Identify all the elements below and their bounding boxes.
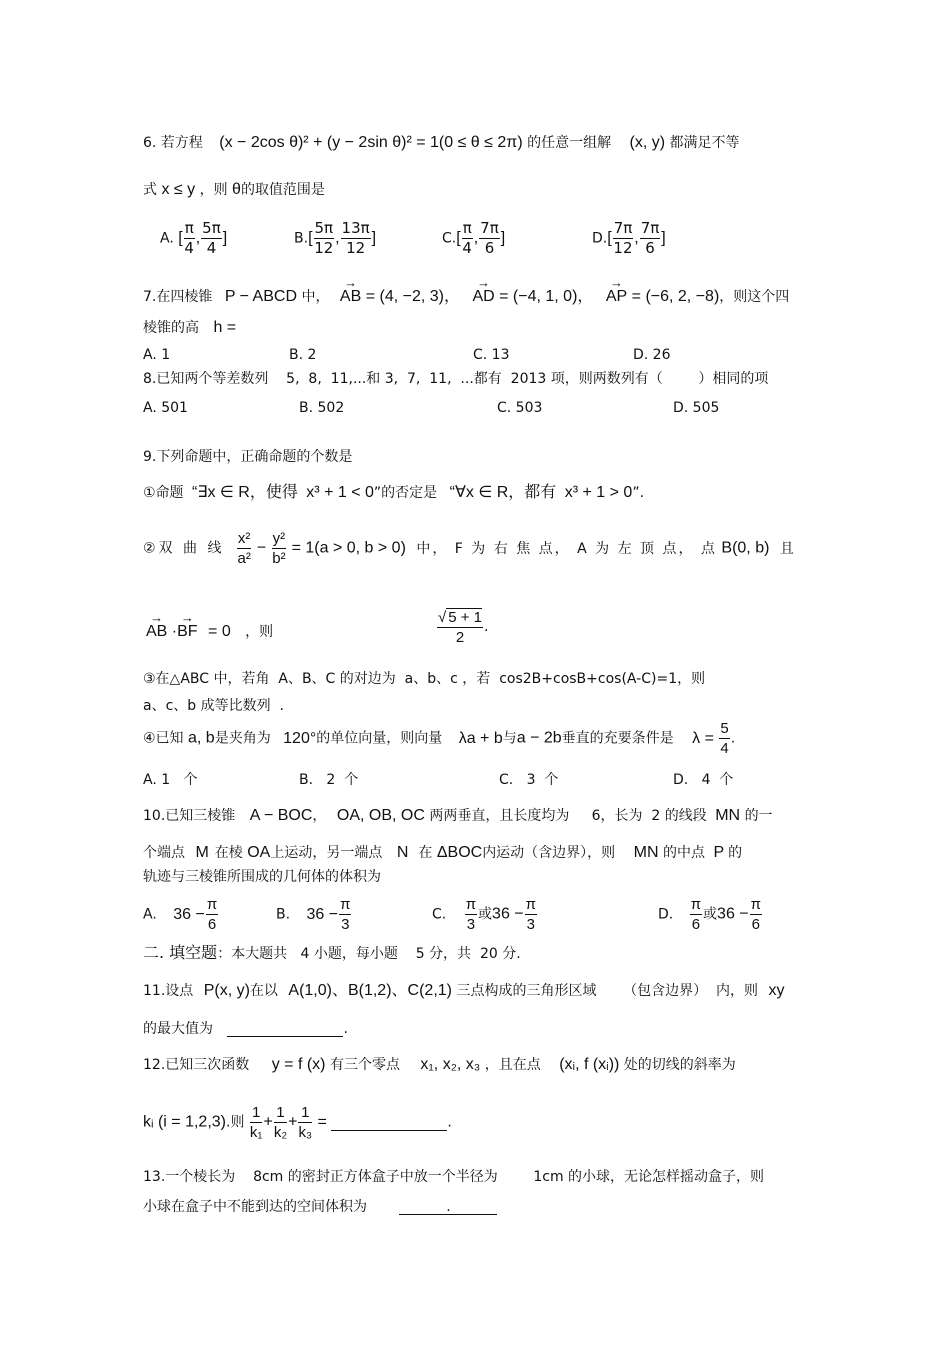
q7-option-b: B. 2	[289, 347, 317, 363]
s2-a: ②双 曲 线	[143, 540, 225, 557]
q12-l2a: kᵢ (i = 1,2,3)	[143, 1113, 226, 1131]
q13-period: .	[446, 1199, 451, 1215]
q10-option-c	[432, 896, 538, 933]
q11-line1	[143, 983, 785, 999]
q7-h: h =	[213, 319, 237, 336]
q6-theta: θ	[232, 181, 241, 198]
q6-option-b: B.[ $\frac{5\pi}{12}$ , $\frac{13\pi}{12}$ ]	[294, 219, 377, 257]
q11-l1e: 三点构成的三角形区域 （包含边界） 内，则	[456, 983, 759, 999]
q10-l2c: 在棱	[214, 845, 243, 861]
q12-l1d: x₁, x₂, x₃	[420, 1056, 481, 1073]
q10-l1a: 10.已知三棱锥	[143, 808, 236, 824]
q9-statement-3b: a、c、b 成等比数列 .	[143, 698, 284, 714]
q6-pair: (x, y)	[629, 134, 666, 151]
option-label: A.	[160, 230, 174, 247]
option-label: B.	[276, 906, 291, 923]
q12-l2b: .则	[226, 1114, 245, 1131]
fraction: $\frac{\pi}{6}$	[206, 896, 218, 933]
q9-statement-1	[143, 485, 644, 501]
q9-stem: 9.下列命题中，正确命题的个数是	[143, 449, 353, 465]
q10-l2a: 个端点	[143, 845, 185, 861]
q10-value: 36 −	[492, 905, 524, 923]
q12-equals: =	[317, 1113, 327, 1131]
q10-l1c: ，	[312, 808, 327, 824]
q10-or: 或	[478, 906, 493, 923]
fraction: $\frac{7\pi}{12}$	[613, 219, 633, 257]
q6-option-a: A. [ $\frac{\pi}{4}$ , $\frac{5\pi}{4}$ ]	[160, 219, 228, 257]
q6-stem-6: 的取值范围是	[240, 182, 325, 198]
q13-line2	[143, 1200, 497, 1215]
q10-l2g: 在	[418, 845, 433, 861]
option-label: D.	[592, 230, 608, 247]
q6-stem-3: 都满足不等	[669, 135, 740, 151]
s2-d: B(0, b)	[721, 539, 770, 557]
section-desc: ：本大题共 4 小题，每小题 5 分，共 20 分.	[217, 946, 521, 962]
section-2-heading	[143, 945, 521, 961]
s4-b: 是夹角为	[214, 730, 271, 747]
q9-option-b: B. 2 个	[299, 772, 359, 788]
q9-option-c: C. 3 个	[499, 772, 559, 788]
q6-stem: 6. 若方程	[143, 135, 203, 151]
fraction: $\frac{\pi}{4}$	[184, 219, 194, 257]
fraction: $\frac{\text{y²}}{\text{b²}}$	[272, 530, 286, 567]
q8-stem: 8.已知两个等差数列 5, 8, 11,...和 3, 7, 11, ...都有 2013 项，则两数列有（ ）相同的项	[143, 371, 769, 387]
q9-statement-2-cont: → AB ·→ BF = 0 ，则	[146, 624, 273, 640]
q6-option-c: C.[ $\frac{\pi}{4}$ , $\frac{7\pi}{6}$ ]	[442, 219, 506, 257]
q6-equation: (x − 2cos θ)² + (y − 2sin θ)² = 1(0 ≤ θ ≤ 2π)	[219, 134, 523, 151]
q10-option-d	[658, 896, 763, 933]
q8-option-a: A. 501	[143, 400, 188, 416]
q10-line1	[143, 808, 773, 824]
q10-value: 36 −	[306, 905, 339, 923]
q6-stem-4: 式	[143, 182, 157, 198]
vector-ad: → AD	[472, 289, 494, 305]
q10-l2f: N	[396, 844, 409, 861]
fraction: $\frac{5}{4}$	[720, 720, 729, 757]
s2-c: 中， F 为 右 焦 点， A 为 左 顶 点， 点	[416, 540, 717, 557]
q10-l1g: 的一	[744, 808, 773, 824]
q7-stem-4: 棱锥的高	[143, 320, 199, 336]
fraction: $\frac{√ 5 + 1}{2}$	[438, 609, 483, 646]
q11-l1a: 11.设点	[143, 983, 194, 999]
vector-ab: → AB	[146, 624, 167, 640]
s4-a: ④已知	[143, 730, 184, 747]
s4-g: a − 2b	[516, 729, 562, 747]
q10-l2b: M	[195, 844, 209, 861]
s1-e: “∀x ∈ R，都有	[449, 484, 557, 501]
q10-option-a	[143, 896, 219, 933]
s2-b: = 1(a > 0, b > 0)	[291, 539, 406, 557]
s4-ab: a, b	[188, 729, 215, 747]
q7-stem-2: 中，	[301, 289, 330, 305]
q12-l1g: 处的切线的斜率为	[623, 1057, 736, 1073]
q12-l1b: y = f (x)	[271, 1056, 326, 1073]
fraction: $\frac{1}{\text{k₃}}$	[298, 1104, 313, 1141]
q12-l1f: (xᵢ, f (xᵢ))	[559, 1056, 620, 1073]
q10-l2l: P	[713, 844, 725, 861]
q7-ad-value: = (−4, 1, 0)，	[499, 288, 594, 305]
q9-statement-2: ②双 曲 线 $\frac{\text{x²}}{\text{a²}}$ − $\frac{\text{y²}}{\text{b²}}$ = 1(a > 0, b > 0) 中， F 为 右 焦 点， A 为 左 顶 点， 点 B(0, b) 且	[143, 530, 794, 567]
s1-a: ①命题	[143, 485, 184, 501]
fraction: $\frac{1}{\text{k₁}}$	[249, 1104, 263, 1141]
q7-option-c: C. 13	[473, 347, 510, 363]
q6-inequality: x ≤ y	[161, 181, 196, 198]
q7-pyramid: P − ABCD	[224, 288, 297, 305]
vector-ab: → AB	[340, 289, 361, 305]
q10-or: 或	[703, 906, 718, 923]
q13-line1: 13.一个棱长为 8cm 的密封正方体盒子中放一个半径为 1cm 的小球，无论怎样摇动盒子，则	[143, 1169, 765, 1185]
s4-i: λ =	[692, 729, 714, 747]
section-title: 二. 填空题	[143, 943, 218, 962]
q10-line3: 轨迹与三棱锥所围成的几何体的体积为	[143, 869, 381, 885]
fraction: $\frac{1}{\text{k₂}}$	[273, 1104, 288, 1141]
q8-option-b: B. 502	[299, 400, 345, 416]
q7-option-d: D. 26	[633, 347, 671, 363]
sqrt-expr: √ 5 + 1	[438, 609, 483, 626]
q9-statement-3a: ③在△ABC 中，若角 A、B、C 的对边为 a、b、c ，若 cos2B+cosB+cos(A-C)=1，则	[143, 671, 706, 687]
s2-f-val: = 0	[208, 623, 231, 640]
q11-l1c: 在以	[249, 983, 278, 999]
q11-l2: 的最大值为	[143, 1021, 213, 1037]
q12-period: .	[447, 1114, 452, 1131]
q10-l2k: 的中点	[662, 845, 705, 861]
s4-h: 垂直的充要条件是	[561, 730, 674, 747]
vector-bf: → BF	[177, 624, 197, 640]
q10-l2e: 上运动，另一端点	[270, 845, 383, 861]
s4-c: 120°	[283, 729, 317, 747]
q6-stem-5: ，则	[199, 182, 228, 198]
s1-c: x³ + 1 < 0	[306, 484, 374, 501]
q7-line1	[143, 289, 789, 305]
q11-period: .	[343, 1021, 348, 1037]
q6-option-d: D.[ $\frac{7\pi}{12}$ , $\frac{7\pi}{6}$ ]	[592, 219, 666, 257]
q12-l1a: 12.已知三次函数	[143, 1057, 250, 1073]
fraction: $\frac{5\pi}{4}$	[202, 219, 221, 257]
fraction: $\frac{13\pi}{12}$	[341, 219, 370, 257]
q12-line2: kᵢ (i = 1,2,3).则 $\frac{1}{\text{k₁}}$ + $\frac{1}{\text{k₂}}$ + $\frac{1}{\text{k₃}}$ = .	[143, 1104, 452, 1141]
q8-option-d: D. 505	[673, 400, 720, 416]
q9-s2-answer: $\frac{√ 5 + 1}{2}$ .	[438, 609, 489, 646]
s1-g: ”.	[632, 485, 645, 501]
vector-ap: → AP	[606, 289, 627, 305]
fraction: $\frac{7\pi}{6}$	[480, 219, 499, 257]
q6-line1	[143, 135, 740, 151]
option-label: C.	[442, 230, 457, 247]
q10-l2m: 的	[728, 845, 743, 861]
q7-stem-3: ，则这个四	[719, 289, 790, 305]
s4-e: λa + b	[458, 729, 503, 747]
q9-option-a: A. 1 个	[143, 772, 198, 788]
fraction: $\frac{7\pi}{6}$	[640, 219, 660, 257]
q10-l2i: 内运动（含边界），则	[482, 845, 616, 861]
s2-e: 且	[779, 540, 794, 557]
q10-l1b: A − BOC	[249, 807, 313, 824]
q10-l2h: ΔBOC	[436, 844, 483, 861]
q12-l1e: ，且在点	[484, 1057, 541, 1073]
q13-answer-blank[interactable]	[399, 1200, 497, 1215]
q10-l1e: 两两垂直，且长度均为 6，长为 2 的线段	[429, 808, 707, 824]
q10-l2d: OA	[247, 844, 271, 861]
q11-line2	[143, 1022, 348, 1037]
q10-value: 36 −	[717, 905, 749, 923]
q13-l2: 小球在盒子中不能到达的空间体积为	[143, 1199, 367, 1215]
q10-l2j: MN	[633, 844, 659, 861]
q6-line2	[143, 182, 325, 198]
q7-option-a: A. 1	[143, 347, 171, 363]
fraction: $\frac{\pi}{6}$	[750, 896, 761, 933]
q7-stem: 7.在四棱锥	[143, 289, 213, 305]
q10-l1d: OA, OB, OC	[336, 807, 425, 824]
q9-option-d: D. 4 个	[673, 772, 734, 788]
q11-l1d: A(1,0)、B(1,2)、C(2,1)	[288, 982, 452, 999]
fraction: $\frac{\text{x²}}{\text{a²}}$	[237, 530, 251, 567]
q6-stem-2: 的任意一组解	[527, 135, 612, 151]
q7-ab-value: = (4, −2, 3)，	[365, 288, 460, 305]
q12-line1	[143, 1057, 736, 1073]
fraction: $\frac{\pi}{3}$	[525, 896, 536, 933]
q7-ap-value: = (−6, 2, −8)	[631, 288, 720, 305]
q10-value: 36 −	[173, 905, 205, 923]
fraction: $\frac{\pi}{3}$	[340, 896, 351, 933]
s1-b: “∃x ∈ R，使得	[192, 484, 298, 501]
option-label: B.	[294, 230, 309, 247]
q11-l1b: P(x, y)	[203, 982, 250, 999]
fraction: $\frac{\pi}{3}$	[465, 896, 477, 933]
q7-line2	[143, 320, 236, 336]
q10-option-b	[276, 896, 352, 933]
fraction: $\frac{\pi}{4}$	[462, 219, 472, 257]
option-label: C.	[432, 906, 447, 923]
q11-l1f: xy	[768, 982, 785, 999]
fraction: $\frac{5\pi}{12}$	[314, 219, 334, 257]
s1-f: x³ + 1 > 0	[564, 484, 633, 501]
s1-d: ”的否定是	[373, 485, 438, 501]
q8-option-c: C. 503	[497, 400, 543, 416]
option-label: D.	[658, 906, 674, 923]
q9-statement-4: ④已知 a, b是夹角为 120°的单位向量，则向量 λa + b与a − 2b垂直的充要条件是 λ = $\frac{5}{4}$ .	[143, 720, 736, 757]
s4-f: 与	[502, 730, 517, 747]
q11-answer-blank[interactable]	[227, 1022, 343, 1037]
s4-d: 的单位向量，则向量	[316, 730, 443, 747]
q10-line2	[143, 845, 742, 861]
q12-l1c: 有三个零点	[329, 1057, 400, 1073]
q10-l1f: MN	[715, 807, 741, 824]
fraction: $\frac{\pi}{6}$	[690, 896, 702, 933]
q12-answer-blank[interactable]	[331, 1116, 447, 1131]
s2-g: ，则	[245, 624, 274, 640]
option-label: A.	[143, 906, 157, 923]
